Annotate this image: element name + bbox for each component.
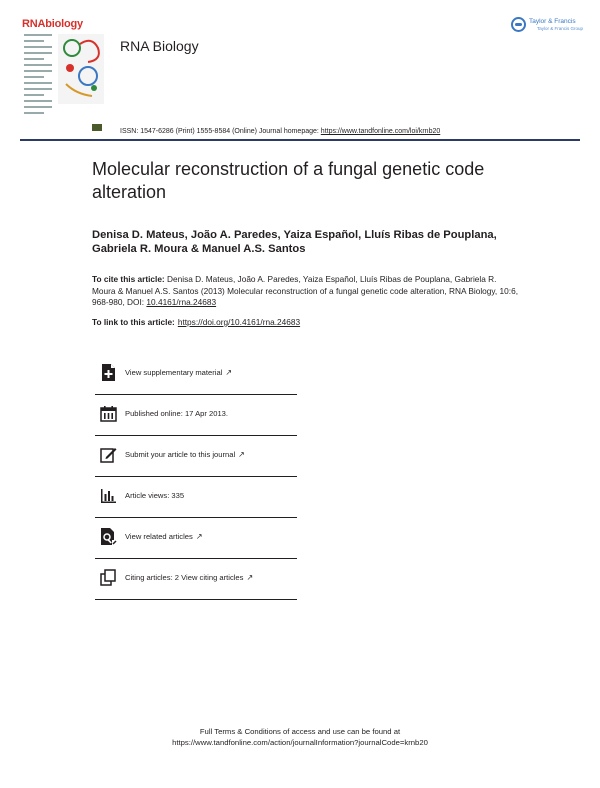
footer-terms-link[interactable]: https://www.tandfonline.com/action/journalInformation?journalCode=krnb20 bbox=[172, 738, 428, 747]
article-link-label: To link to this article: bbox=[92, 317, 175, 327]
article-views-row bbox=[95, 477, 297, 518]
publisher-logo-text: Taylor & Francis bbox=[529, 18, 576, 25]
citation-text: Denisa D. Mateus, João A. Paredes, Yaiza Español, Lluís Ribas de Pouplana, Gabriela R. Moura & Manuel A.S. Santos (2013) Molecular reconstruction of a fungal genetic code alteration, RNA Biology, 10:6, 968-980, DOI: bbox=[92, 274, 518, 307]
edit-icon bbox=[100, 446, 117, 463]
external-link-icon: ↗ bbox=[246, 573, 254, 582]
publisher-mark bbox=[92, 124, 102, 131]
submit-article-row[interactable] bbox=[95, 436, 297, 477]
journal-cover-thumbnail bbox=[22, 18, 104, 126]
supplementary-icon bbox=[100, 364, 117, 381]
cover-logo: RNAbiology bbox=[22, 18, 83, 30]
footer bbox=[0, 726, 600, 748]
publisher-logo-icon bbox=[511, 17, 526, 32]
citation-doi-link[interactable]: 10.4161/rna.24683 bbox=[146, 297, 217, 307]
published-online-row bbox=[95, 395, 297, 436]
supplementary-material-row[interactable] bbox=[95, 354, 297, 395]
search-doc-icon bbox=[100, 528, 117, 545]
journal-name[interactable]: RNA Biology bbox=[120, 38, 199, 54]
citation-label: To cite this article: bbox=[92, 274, 165, 284]
published-online-label: Published online: 17 Apr 2013. bbox=[125, 409, 229, 418]
citing-articles-row[interactable] bbox=[95, 559, 297, 600]
cover-text-lines bbox=[24, 34, 52, 118]
issn-line bbox=[120, 128, 440, 135]
submit-article-label: Submit your article to this journal bbox=[125, 450, 236, 459]
citing-articles-label: Citing articles: 2 View citing articles bbox=[125, 573, 244, 582]
publisher-logo-subtext: Taylor & Francis Group bbox=[537, 26, 584, 31]
journal-homepage-link[interactable]: https://www.tandfonline.com/loi/krnb20 bbox=[320, 128, 441, 135]
article-doi-link[interactable]: https://doi.org/10.4161/rna.24683 bbox=[177, 317, 301, 327]
footer-terms-text: Full Terms & Conditions of access and use can be found at bbox=[199, 727, 401, 736]
supplementary-label: View supplementary material bbox=[125, 368, 223, 377]
copy-icon bbox=[100, 569, 117, 586]
issn-text: ISSN: 1547-6286 (Print) 1555-8584 (Online) Journal homepage: bbox=[120, 128, 321, 135]
article-title: Molecular reconstruction of a fungal genetic code alteration bbox=[92, 159, 485, 202]
cover-artwork bbox=[58, 34, 104, 104]
article-links-list bbox=[95, 354, 297, 600]
publisher-logo[interactable] bbox=[511, 16, 583, 38]
bar-chart-icon bbox=[100, 487, 117, 504]
calendar-icon bbox=[100, 405, 117, 422]
header-divider bbox=[20, 139, 580, 141]
article-views-label: Article views: 335 bbox=[125, 491, 185, 500]
article-link-line bbox=[92, 317, 300, 327]
external-link-icon: ↗ bbox=[195, 532, 203, 541]
citation-block bbox=[92, 274, 522, 309]
article-authors: Denisa D. Mateus, João A. Paredes, Yaiza Español, Lluís Ribas de Pouplana, Gabriela R. Moura & Manuel A.S. Santos bbox=[92, 229, 497, 255]
external-link-icon: ↗ bbox=[238, 450, 245, 459]
external-link-icon: ↗ bbox=[225, 368, 233, 377]
related-articles-row[interactable] bbox=[95, 518, 297, 559]
related-articles-label: View related articles bbox=[125, 532, 193, 541]
